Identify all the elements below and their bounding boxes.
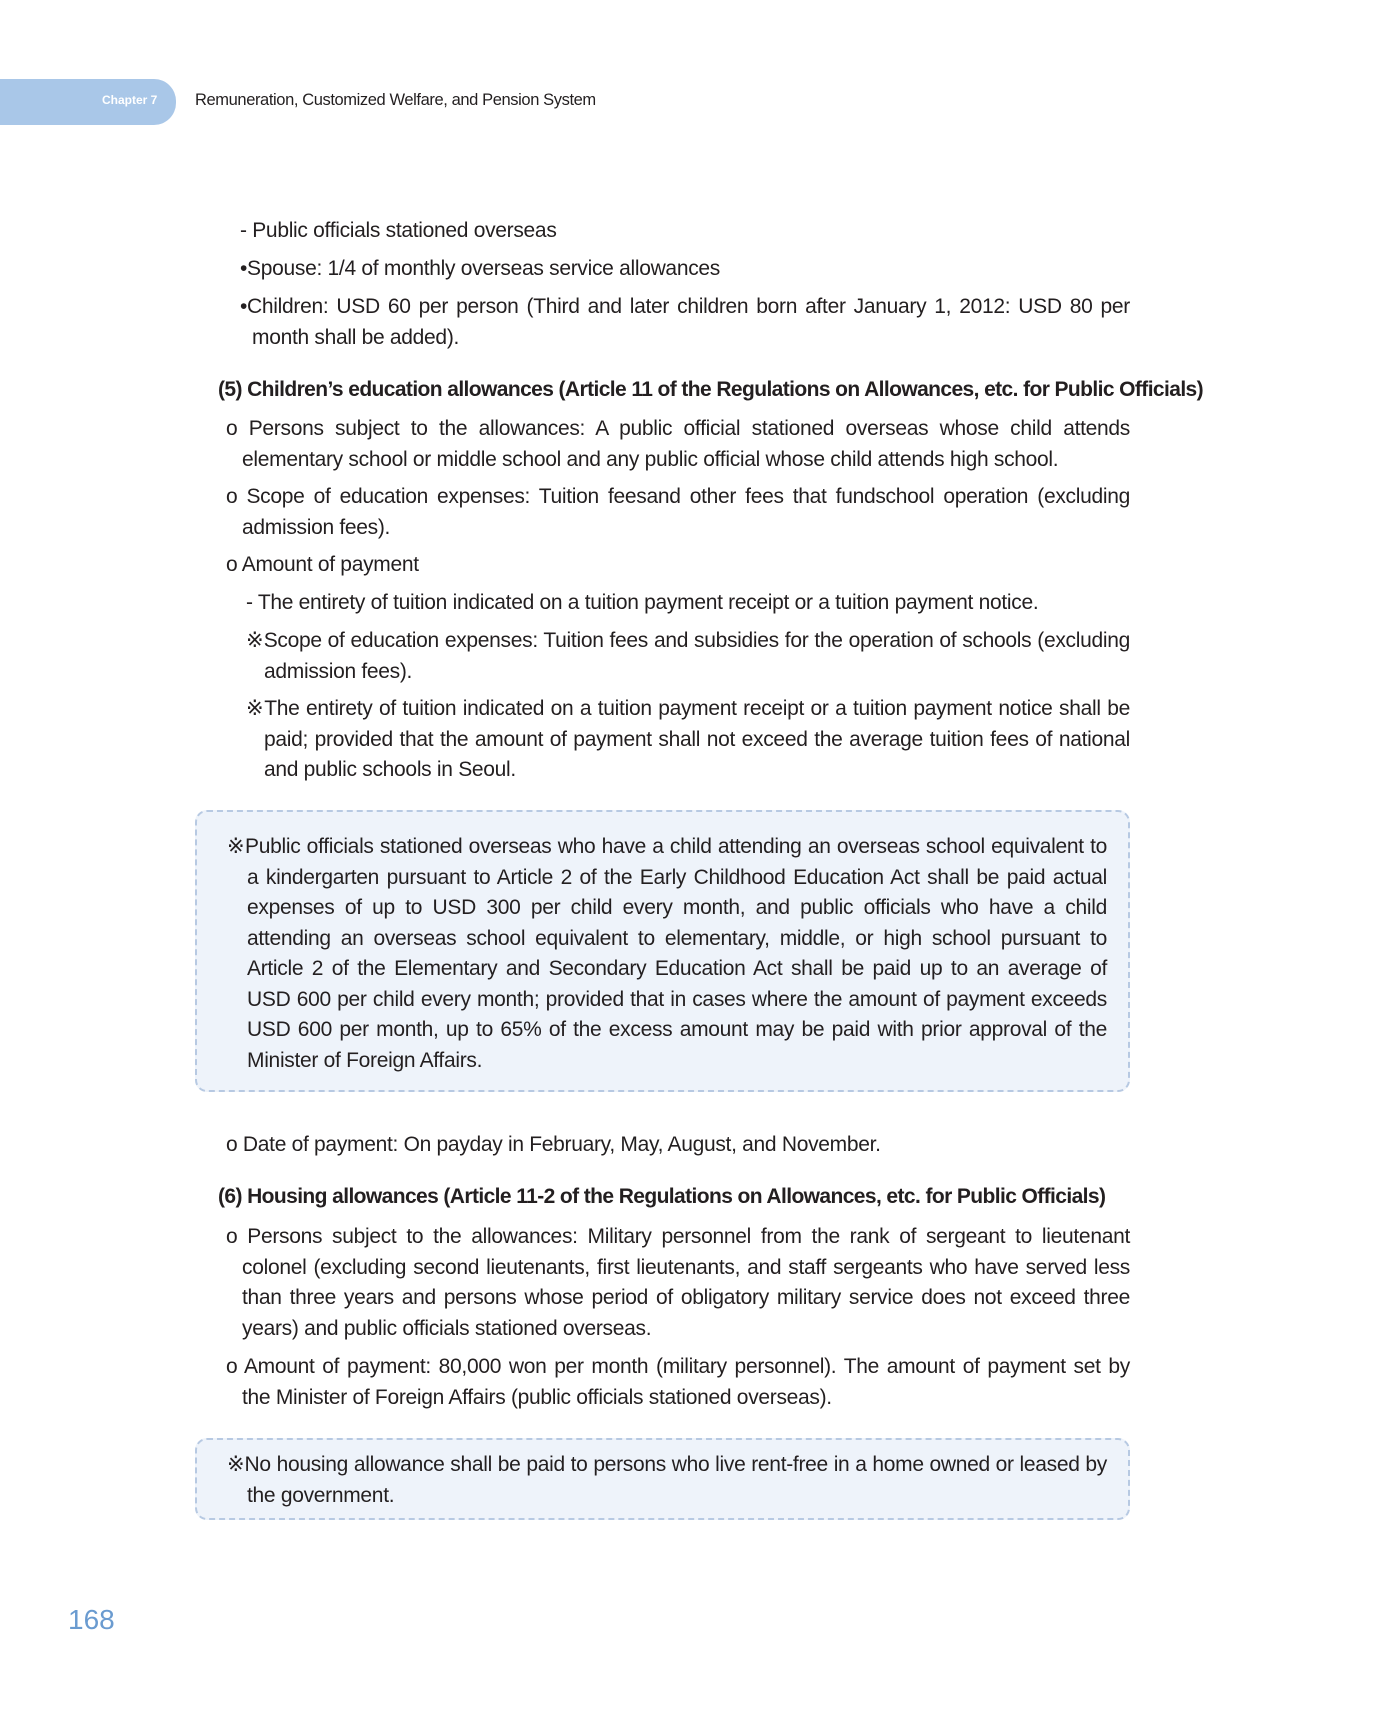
children-item <box>240 292 1130 353</box>
s5-note-1-text: ※Scope of education expenses: Tuition fees and subsidies for the operation of schools (excluding admission fees). <box>246 629 1130 683</box>
s6-amount-text: o Amount of payment: 80,000 won per month (military personnel). The amount of payment set by the Minister of Foreign Affairs (public officials stationed overseas). <box>226 1355 1130 1409</box>
page-number: 168 <box>68 1604 115 1635</box>
chapter-label: Chapter 7 <box>102 93 158 107</box>
note-box-education-content <box>227 832 1107 1076</box>
note-box-housing-text: ※No housing allowance shall be paid to persons who live rent-free in a home owned or leased by the government. <box>227 1453 1107 1507</box>
overseas-subheading: - Public officials stationed overseas <box>240 219 557 242</box>
chapter-tab <box>0 79 176 125</box>
s6-persons-item <box>226 1222 1130 1344</box>
note-box-housing <box>195 1438 1130 1520</box>
note-box-housing-content <box>227 1450 1107 1511</box>
note-box-education <box>195 810 1130 1092</box>
s5-note-2-text: ※The entirety of tuition indicated on a tuition payment receipt or a tuition payment notice shall be paid; provided that the amount of payment shall not exceed the average tuition fees of national and public schools in Seoul. <box>246 697 1130 781</box>
s5-scope-item <box>226 482 1130 543</box>
running-header-title: Remuneration, Customized Welfare, and Pension System <box>195 91 596 109</box>
section-5-heading: (5) Children’s education allowances (Article 11 of the Regulations on Allowances, etc. for Public Officials) <box>218 378 1204 401</box>
section-6-heading: (6) Housing allowances (Article 11-2 of the Regulations on Allowances, etc. for Public Officials) <box>218 1185 1106 1208</box>
s5-persons-item <box>226 414 1130 475</box>
s5-persons-text: o Persons subject to the allowances: A public official stationed overseas whose child attends elementary school or middle school and any public official whose child attends high school. <box>226 417 1130 471</box>
s5-note-2 <box>246 694 1130 786</box>
s5-scope-text: o Scope of education expenses: Tuition feesand other fees that fundschool operation (excluding admission fees). <box>226 485 1130 539</box>
s6-persons-text: o Persons subject to the allowances: Military personnel from the rank of sergeant to lieutenant colonel (excluding second lieutenants, first lieutenants, and staff sergeants who have served less than three years and persons whose period of obligatory military service does not exceed three years) and public officials stationed overseas. <box>226 1225 1130 1340</box>
s5-note-1 <box>246 626 1130 687</box>
s5-amount-item: o Amount of payment <box>226 553 419 576</box>
s6-amount-item <box>226 1352 1130 1413</box>
children-text: •Children: USD 60 per person (Third and later children born after January 1, 2012: USD 80 per month shall be added). <box>240 295 1130 349</box>
spouse-item: •Spouse: 1/4 of monthly overseas service allowances <box>240 257 720 280</box>
s5-date-item: o Date of payment: On payday in February, May, August, and November. <box>226 1133 881 1156</box>
s5-amount-detail: - The entirety of tuition indicated on a tuition payment receipt or a tuition payment notice. <box>246 591 1039 614</box>
note-box-education-text: ※Public officials stationed overseas who have a child attending an overseas school equivalent to a kindergarten pursuant to Article 2 of the Early Childhood Education Act shall be paid actual expenses of up to USD 300 per child every month, and public officials who have a child attending an overseas school equivalent to elementary, middle, or high school pursuant to Article 2 of the Elementary and Secondary Education Act shall be paid up to an average of USD 600 per child every month; provided that in cases where the amount of payment exceeds USD 600 per month, up to 65% of the excess amount may be paid with prior approval of the Minister of Foreign Affairs. <box>227 835 1107 1072</box>
